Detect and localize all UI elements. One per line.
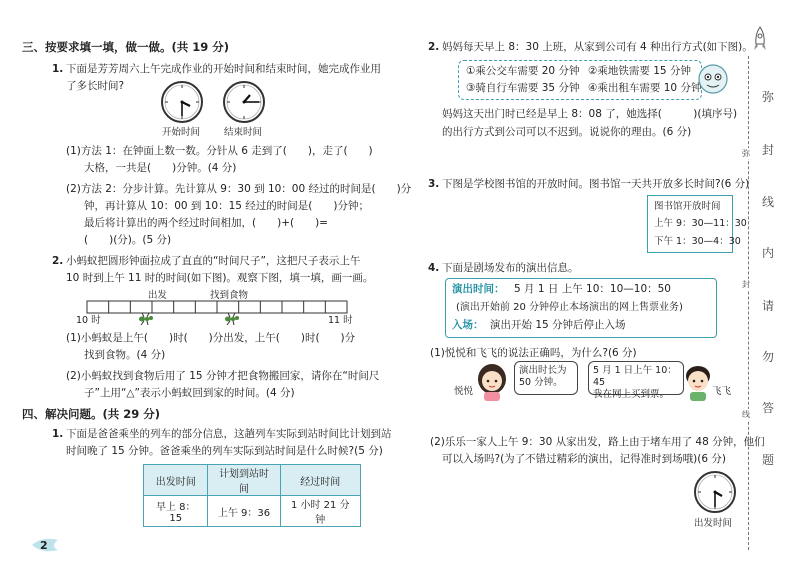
margin-small-char: 弥 (742, 149, 750, 158)
option-4: ④乘出租车需要 10 分钟 (588, 82, 702, 94)
ruler-start-label: 出发 (148, 290, 168, 301)
margin-char: 题 (762, 453, 775, 467)
library-afternoon: 下午 1：30—4：30 (654, 236, 741, 247)
departure-clock-label: 出发时间 (694, 518, 733, 529)
q2-number: 2. (52, 255, 64, 267)
start-clock-label: 开始时间 (162, 127, 201, 138)
library-morning: 上午 9：30—11：30 (654, 218, 747, 229)
table-header: 计划到站时间 (208, 465, 280, 496)
option-1: ①乘公交车需要 20 分钟 (466, 65, 580, 77)
q1-method2-line3: 最后将计算出的两个经过时间相加，( )+( )= (84, 217, 328, 229)
q2-sub2-line2: 子”上用“△”表示小蚂蚁回到家的时间。(4 分) (84, 387, 295, 399)
q1-method1-line1: (1)方法 1：在钟面上数一数。分针从 6 走到了( )，走了( ) (66, 145, 373, 157)
rq2-number: 2. (428, 41, 440, 53)
train-info-table (143, 464, 361, 527)
q2-sub1-line1: (1)小蚂蚁是上午( )时( )分出发，上午( )时( )分 (66, 332, 356, 344)
q1-method1-line2: 大格，一共是( )分钟。(4 分) (84, 162, 237, 174)
q2-sub1-line2: 找到食物。(4 分) (84, 349, 166, 361)
feifei-bubble-line2: 我在网上买到票。 (593, 389, 670, 400)
time-ruler (86, 300, 348, 314)
girl-avatar-icon (474, 362, 510, 402)
start-clock-icon (160, 80, 204, 124)
page-number: 2 (40, 539, 48, 552)
show-time-label: 演出时间： (452, 283, 505, 295)
yueyue-bubble (514, 361, 578, 395)
rq2-line2: 妈妈这天出门时已经是早上 8：08 了，她选择( )(填序号) (442, 108, 738, 120)
margin-char: 请 (762, 299, 775, 313)
q2-line2: 10 时到上午 11 时的时间(如下图)。观察下图，填一填，画一画。 (66, 272, 374, 284)
margin-char: 封 (762, 143, 775, 157)
q1-method2-line4: ( )(分)。(5 分) (84, 234, 172, 246)
margin-char: 勿 (762, 350, 775, 364)
rq3-line1: 下图是学校图书馆的开放时间。图书馆一天共开放多长时间?(6 分) (442, 178, 750, 190)
q1-number: 1. (52, 63, 64, 75)
mascot-icon (695, 62, 731, 96)
rq4-sub2-line2: 可以入场吗?(为了不错过精彩的演出，记得准时到场哦)(6 分) (442, 453, 726, 465)
feifei-name: 飞飞 (712, 386, 732, 397)
end-clock-label: 结束时间 (224, 127, 263, 138)
table-header: 出发时间 (144, 465, 208, 496)
feifei-bubble-line1: 5 月 1 日上午 10：45 (593, 365, 677, 388)
rq4-sub1: (1)悦悦和飞飞的说法正确吗，为什么?(6 分) (430, 347, 637, 359)
entry-value: 演出开始 15 分钟后停止入场 (490, 319, 626, 331)
departure-clock-icon (693, 470, 737, 514)
table-cell: 上午 9：36 (208, 496, 280, 527)
binding-line (748, 56, 749, 550)
margin-char: 线 (762, 195, 775, 209)
margin-char: 弥 (762, 90, 775, 104)
rocket-icon (753, 26, 767, 54)
q1-line2: 了多长时间? (66, 80, 125, 92)
rq4-sub2-line1: (2)乐乐一家人上午 9：30 从家出发，路上由于堵车用了 48 分钟，他们 (430, 436, 765, 448)
option-2: ②乘地铁需要 15 分钟 (588, 65, 691, 77)
q1-line1: 下面是芳芳周六上午完成作业的开始时间和结束时间，她完成作业用 (66, 63, 381, 75)
q3-line1: 下面是爸爸乘坐的列车的部分信息，这趟列车实际到站时间比计划到站 (66, 428, 392, 440)
rq4-number: 4. (428, 262, 440, 274)
section-3-title: 三、按要求填一填，做一做。(共 19 分) (22, 40, 230, 54)
table-cell: 1 小时 21 分钟 (280, 496, 360, 527)
table-cell: 早上 8：15 (144, 496, 208, 527)
ant-food-icon (224, 312, 240, 326)
table-header: 经过时间 (280, 465, 360, 496)
margin-small-char: 线 (742, 410, 750, 419)
library-title: 图书馆开放时间 (654, 201, 721, 212)
boy-avatar-icon (682, 362, 714, 402)
ruler-food-label: 找到食物 (210, 290, 249, 301)
margin-char: 答 (762, 401, 775, 415)
ruler-right-label: 11 时 (328, 315, 353, 326)
ant-start-icon (138, 312, 154, 326)
q1-method2-line2: 钟，再计算从 10：00 到 10：15 经过的时间是( )分钟； (84, 200, 369, 212)
margin-char: 内 (762, 246, 775, 260)
q2-sub2-line1: (2)小蚂蚁找到食物后用了 15 分钟才把食物搬回家，请你在“时间尺 (66, 370, 380, 382)
entry-label: 入场： (452, 319, 484, 331)
q1-method2-line1: (2)方法 2：分步计算。先计算从 9：30 到 10：00 经过的时间是( )分 (66, 183, 412, 195)
feifei-bubble (588, 361, 684, 400)
q3-line2: 时间晚了 15 分钟。爸爸乘坐的列车实际到站时间是什么时候?(5 分) (66, 445, 383, 457)
section-4-title: 四、解决问题。(共 29 分) (22, 407, 161, 421)
end-clock-icon (222, 80, 266, 124)
margin-small-char: 封 (742, 280, 750, 289)
yueyue-bubble-line2: 50 分钟。 (519, 377, 563, 388)
show-time-value: 5 月 1 日 上午 10：10—10：50 (514, 283, 671, 295)
q3-number: 1. (52, 428, 64, 440)
rq4-line1: 下面是剧场发布的演出信息。 (442, 262, 579, 274)
option-3: ③骑自行车需要 35 分钟 (466, 82, 580, 94)
yueyue-bubble-line1: 演出时长为 (519, 365, 567, 376)
ruler-left-label: 10 时 (76, 315, 101, 326)
rq2-line1: 妈妈每天早上 8：30 上班，从家到公司有 4 种出行方式(如下图)。 (442, 41, 753, 53)
rq3-number: 3. (428, 178, 440, 190)
rq2-line3: 的出行方式到公司可以不迟到。说说你的理由。(6 分) (442, 126, 692, 138)
show-note: (演出开始前 20 分钟停止本场演出的网上售票业务) (456, 302, 683, 313)
q2-line1: 小蚂蚁把圆形钟面拉成了直直的“时间尺子”，这把尺子表示上午 (66, 255, 361, 267)
yueyue-name: 悦悦 (454, 386, 474, 397)
